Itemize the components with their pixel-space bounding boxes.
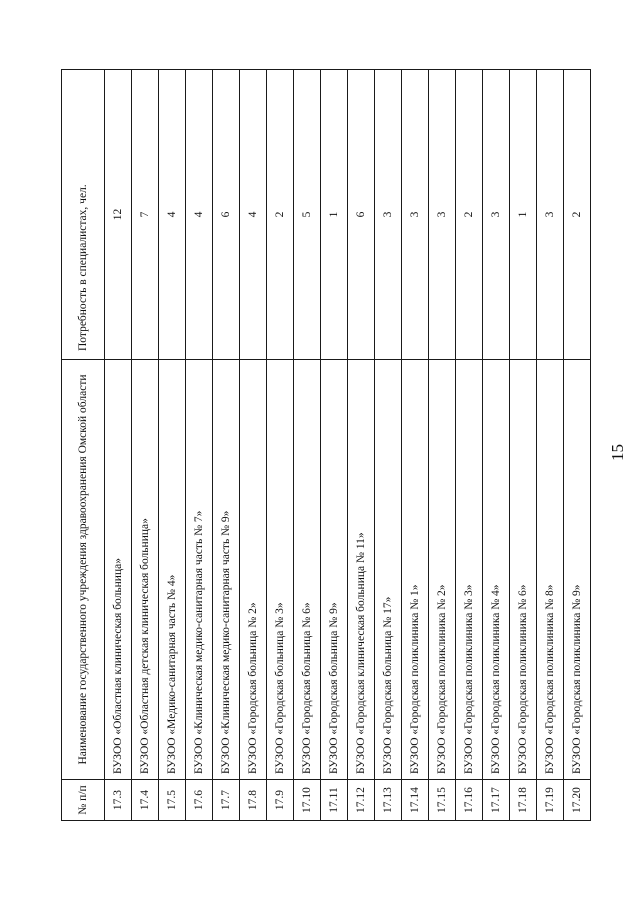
specialists-table [61, 69, 591, 821]
specialist-need: 2 [564, 70, 591, 360]
row-number: 17.14 [402, 780, 429, 821]
institution-name: БУЗОО «Городская больница № 6» [294, 360, 321, 780]
table-row [429, 70, 456, 821]
specialist-need: 3 [375, 70, 402, 360]
institution-name: БУЗОО «Городская поликлиника № 4» [483, 360, 510, 780]
institution-name: БУЗОО «Медико-санитарная часть № 4» [159, 360, 186, 780]
row-number: 17.18 [510, 780, 537, 821]
specialist-need: 1 [321, 70, 348, 360]
row-number: 17.11 [321, 780, 348, 821]
institution-name: БУЗОО «Городская поликлиника № 1» [402, 360, 429, 780]
table-row [267, 70, 294, 821]
table-row [294, 70, 321, 821]
row-number: 17.15 [429, 780, 456, 821]
institution-name: БУЗОО «Городская больница № 17» [375, 360, 402, 780]
row-number: 17.10 [294, 780, 321, 821]
institution-name: БУЗОО «Городская больница № 2» [240, 360, 267, 780]
specialist-need: 12 [105, 70, 132, 360]
institution-name: БУЗОО «Городская больница № 3» [267, 360, 294, 780]
table-row [159, 70, 186, 821]
institution-name: БУЗОО «Областная клиническая больница» [105, 360, 132, 780]
row-number: 17.19 [537, 780, 564, 821]
specialist-need: 2 [267, 70, 294, 360]
table-header-row [62, 70, 105, 821]
table-row [483, 70, 510, 821]
institution-name: БУЗОО «Городская поликлиника № 9» [564, 360, 591, 780]
specialist-need: 3 [429, 70, 456, 360]
row-number: 17.7 [213, 780, 240, 821]
header-number: № п/п [62, 780, 105, 821]
row-number: 17.13 [375, 780, 402, 821]
specialist-need: 3 [483, 70, 510, 360]
specialist-need: 5 [294, 70, 321, 360]
row-number: 17.9 [267, 780, 294, 821]
row-number: 17.20 [564, 780, 591, 821]
specialist-need: 4 [240, 70, 267, 360]
institution-name: БУЗОО «Городская поликлиника № 2» [429, 360, 456, 780]
institution-name: БУЗОО «Клиническая медико-санитарная часть № 9» [213, 360, 240, 780]
specialist-need: 4 [159, 70, 186, 360]
row-number: 17.3 [105, 780, 132, 821]
specialist-need: 3 [402, 70, 429, 360]
institution-name: БУЗОО «Городская поликлиника № 8» [537, 360, 564, 780]
table-body [105, 70, 591, 821]
table-row [375, 70, 402, 821]
table-row [321, 70, 348, 821]
row-number: 17.5 [159, 780, 186, 821]
row-number: 17.6 [186, 780, 213, 821]
table-row [186, 70, 213, 821]
specialist-need: 6 [348, 70, 375, 360]
row-number: 17.8 [240, 780, 267, 821]
table-row [456, 70, 483, 821]
row-number: 17.4 [132, 780, 159, 821]
specialist-need: 1 [510, 70, 537, 360]
institution-name: БУЗОО «Городская поликлиника № 6» [510, 360, 537, 780]
institution-name: БУЗОО «Областная детская клиническая больница» [132, 360, 159, 780]
specialist-need: 4 [186, 70, 213, 360]
row-number: 17.16 [456, 780, 483, 821]
row-number: 17.12 [348, 780, 375, 821]
institution-name: БУЗОО «Городская клиническая больница № 11» [348, 360, 375, 780]
specialist-need: 7 [132, 70, 159, 360]
table-row [537, 70, 564, 821]
page-number: 15 [608, 444, 627, 461]
institution-name: БУЗОО «Городская поликлиника № 3» [456, 360, 483, 780]
institution-name: БУЗОО «Городская больница № 9» [321, 360, 348, 780]
table-row [510, 70, 537, 821]
table-row [564, 70, 591, 821]
table-row [132, 70, 159, 821]
specialist-need: 3 [537, 70, 564, 360]
table-row [105, 70, 132, 821]
specialist-need: 2 [456, 70, 483, 360]
table-row [240, 70, 267, 821]
table-row [402, 70, 429, 821]
header-specialist-need: Потребность в специалистах, чел. [62, 70, 105, 360]
table-row [213, 70, 240, 821]
table-row [348, 70, 375, 821]
specialist-need: 6 [213, 70, 240, 360]
header-institution-name: Наименование государственного учреждения здравоохранения Омской области [62, 360, 105, 780]
institution-name: БУЗОО «Клиническая медико-санитарная часть № 7» [186, 360, 213, 780]
row-number: 17.17 [483, 780, 510, 821]
